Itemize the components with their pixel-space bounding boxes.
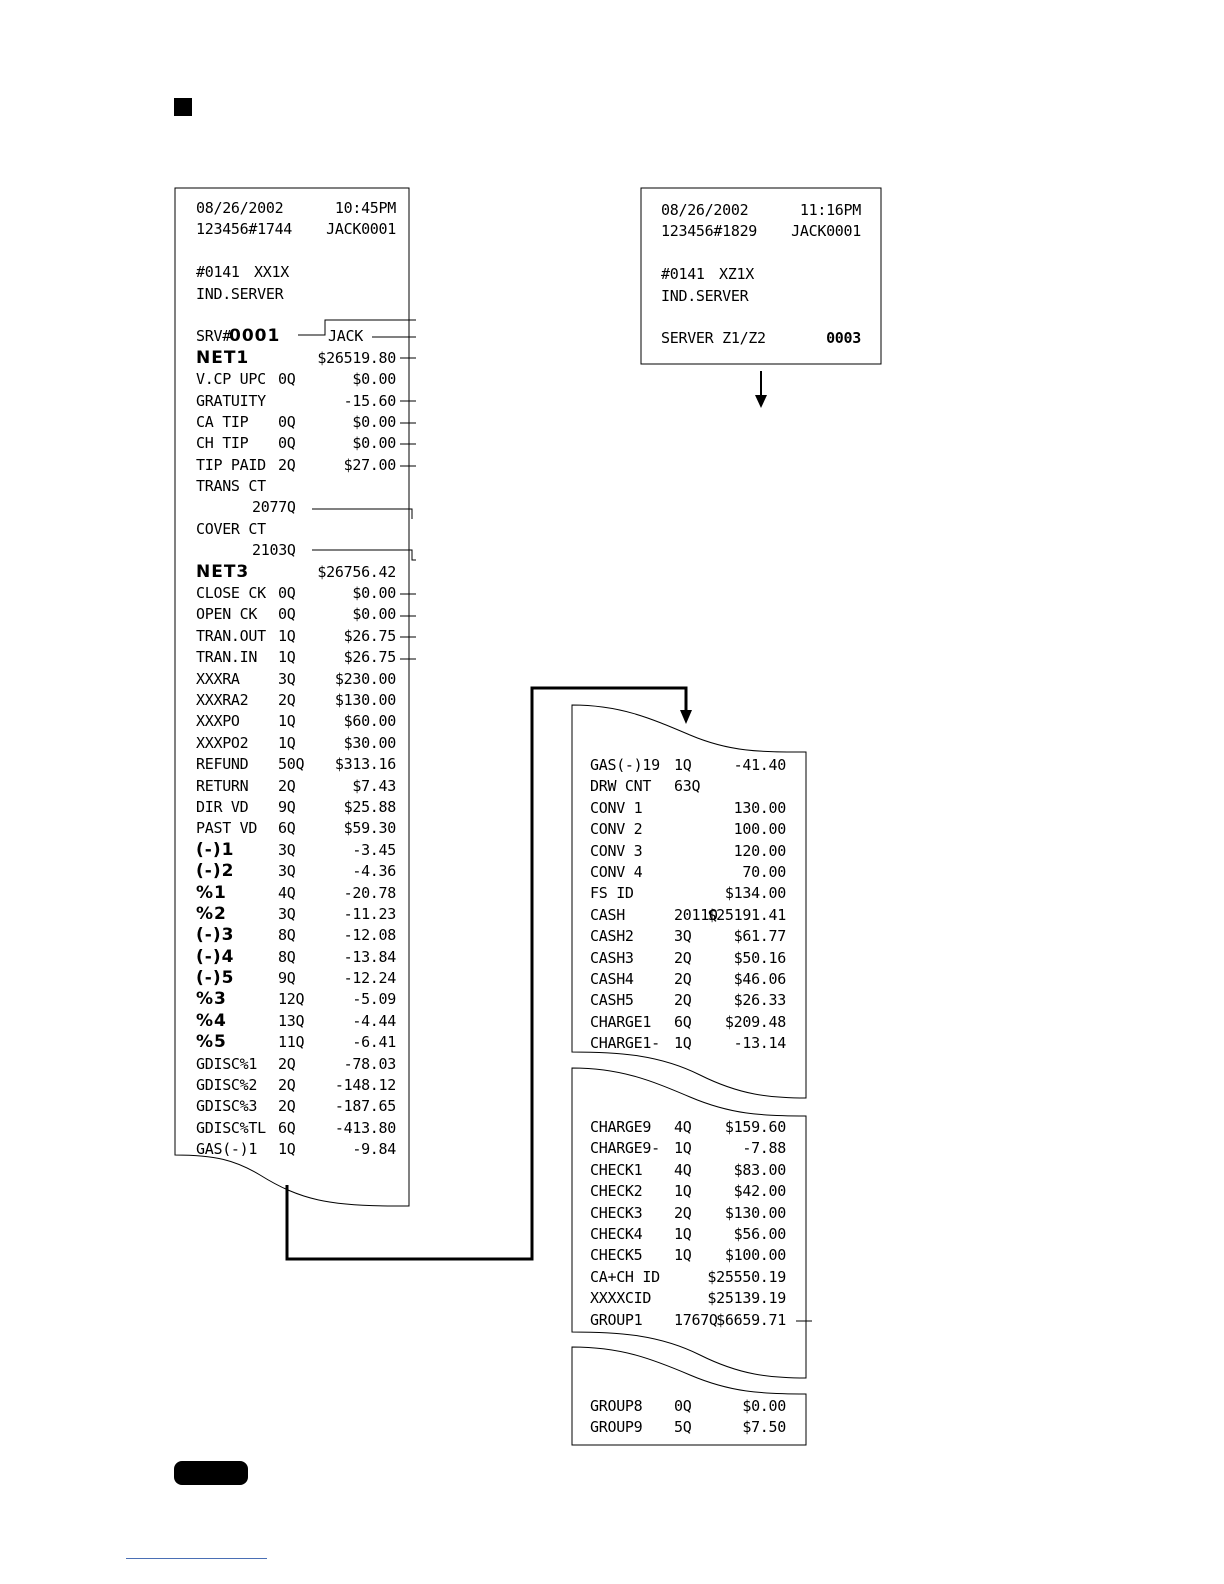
z1-header-row-2 bbox=[661, 221, 861, 242]
receipt-row bbox=[590, 819, 786, 840]
row-count: 1Q bbox=[674, 1224, 692, 1243]
z1-reg-consec: 123456#1829 bbox=[661, 222, 758, 241]
row-count: 2Q bbox=[674, 1203, 692, 1222]
row-label: XXXRA2 bbox=[196, 690, 249, 709]
row-label: CLOSE CK bbox=[196, 584, 266, 603]
receipt-row bbox=[590, 1288, 786, 1309]
receipt-row bbox=[590, 1245, 786, 1266]
row-count: 2103Q bbox=[252, 541, 296, 560]
row-count: 3Q bbox=[278, 669, 296, 688]
row-count: 0Q bbox=[278, 370, 296, 389]
row-amount: 120.00 bbox=[733, 841, 786, 860]
row-label: %5 bbox=[196, 1032, 227, 1053]
receipt-row bbox=[196, 1139, 396, 1160]
receipt-row bbox=[590, 1417, 786, 1438]
row-label: CONV 4 bbox=[590, 862, 643, 881]
receipt-row bbox=[196, 497, 396, 518]
row-count: 1Q bbox=[278, 1140, 296, 1159]
receipt-row bbox=[196, 476, 396, 497]
row-label: (-)4 bbox=[196, 946, 235, 967]
row-amount: -6.41 bbox=[352, 1033, 396, 1052]
receipt-row bbox=[196, 947, 396, 968]
row-label: CHARGE1- bbox=[590, 1034, 660, 1053]
row-count: 12Q bbox=[278, 990, 305, 1009]
row-label: CONV 1 bbox=[590, 798, 643, 817]
row-count: 1Q bbox=[674, 1034, 692, 1053]
row-amount: $209.48 bbox=[724, 1012, 786, 1031]
x1-title-row bbox=[196, 284, 396, 305]
row-label: (-)2 bbox=[196, 861, 235, 882]
row-count: 1Q bbox=[278, 712, 296, 731]
receipt-row bbox=[590, 1267, 786, 1288]
row-count: 2Q bbox=[674, 948, 692, 967]
row-amount: $130.00 bbox=[334, 690, 396, 709]
row-amount: $26.75 bbox=[343, 626, 396, 645]
row-count: 1Q bbox=[278, 648, 296, 667]
row-amount: $26756.42 bbox=[317, 562, 396, 581]
receipt-row bbox=[196, 626, 396, 647]
row-label: CHARGE1 bbox=[590, 1012, 652, 1031]
z1-counter-label: SERVER Z1/Z2 bbox=[661, 329, 766, 348]
receipt-row bbox=[196, 583, 396, 604]
row-count: 2011Q bbox=[674, 905, 718, 924]
row-label: CA+CH ID bbox=[590, 1267, 660, 1286]
row-label: CASH bbox=[590, 905, 625, 924]
receipt-row bbox=[590, 883, 786, 904]
row-label: XXXPO2 bbox=[196, 733, 249, 752]
receipt-row bbox=[196, 1096, 396, 1117]
row-count: 8Q bbox=[278, 926, 296, 945]
row-amount: $56.00 bbox=[733, 1224, 786, 1243]
row-amount: $26519.80 bbox=[317, 348, 396, 367]
row-label: TRANS CT bbox=[196, 477, 266, 496]
row-amount: $159.60 bbox=[724, 1118, 786, 1136]
receipt-row bbox=[196, 455, 396, 476]
receipt-row bbox=[196, 989, 396, 1010]
receipt-row bbox=[590, 1117, 786, 1138]
row-label: CASH4 bbox=[590, 969, 634, 988]
receipt-row bbox=[196, 1118, 396, 1139]
row-amount: -5.09 bbox=[352, 990, 396, 1009]
row-label: GRATUITY bbox=[196, 391, 266, 410]
continuation-3-receipt bbox=[590, 1396, 786, 1439]
row-amount: $59.30 bbox=[343, 819, 396, 838]
row-amount: 100.00 bbox=[733, 820, 786, 839]
receipt-row bbox=[590, 841, 786, 862]
row-amount: -12.24 bbox=[343, 969, 396, 988]
row-amount: $0.00 bbox=[352, 370, 396, 389]
z1-report-title: IND.SERVER bbox=[661, 286, 749, 305]
receipt-row bbox=[590, 1181, 786, 1202]
row-amount: -3.45 bbox=[352, 840, 396, 859]
row-amount: $0.00 bbox=[352, 434, 396, 453]
z1-down-arrow-icon bbox=[755, 395, 767, 408]
receipt-row bbox=[590, 1012, 786, 1033]
row-count: 1Q bbox=[278, 733, 296, 752]
row-count: 2Q bbox=[674, 991, 692, 1010]
row-label: GDISC%2 bbox=[196, 1076, 258, 1095]
row-label: CASH3 bbox=[590, 948, 634, 967]
row-label: FS ID bbox=[590, 884, 634, 903]
row-amount: -41.40 bbox=[733, 756, 786, 774]
row-label: GDISC%TL bbox=[196, 1118, 266, 1137]
row-amount: $61.77 bbox=[733, 927, 786, 946]
row-amount: -413.80 bbox=[334, 1118, 396, 1137]
row-amount: -11.23 bbox=[343, 904, 396, 923]
receipt-row bbox=[196, 733, 396, 754]
receipt-row bbox=[590, 755, 786, 776]
receipt-row bbox=[196, 519, 396, 540]
z1-header-row-1 bbox=[661, 200, 861, 221]
row-amount: $0.00 bbox=[742, 1397, 786, 1415]
receipt-row bbox=[196, 690, 396, 711]
row-count: 1767Q bbox=[674, 1310, 718, 1329]
row-label: CH TIP bbox=[196, 434, 249, 453]
row-amount: $7.50 bbox=[742, 1418, 786, 1437]
receipt-row bbox=[590, 948, 786, 969]
row-amount: $25.88 bbox=[343, 797, 396, 816]
row-amount: -15.60 bbox=[343, 391, 396, 410]
x1-receipt bbox=[196, 198, 396, 1161]
row-label: %2 bbox=[196, 903, 227, 924]
row-amount: $42.00 bbox=[733, 1182, 786, 1201]
receipt-row bbox=[196, 861, 396, 882]
row-label: CHECK4 bbox=[590, 1224, 643, 1243]
z1-counter-value: 0003 bbox=[826, 329, 861, 348]
x1-clerk: JACK0001 bbox=[326, 220, 396, 239]
row-count: 1Q bbox=[674, 756, 692, 774]
z1-date: 08/26/2002 bbox=[661, 201, 749, 219]
row-label: CA TIP bbox=[196, 412, 249, 431]
row-count: 2Q bbox=[278, 1054, 296, 1073]
receipt-row bbox=[196, 904, 396, 925]
row-label: CASH5 bbox=[590, 991, 634, 1010]
row-label: CHECK3 bbox=[590, 1203, 643, 1222]
row-count: 2Q bbox=[674, 969, 692, 988]
receipt-row bbox=[590, 1138, 786, 1159]
row-label: %4 bbox=[196, 1010, 227, 1031]
row-count: 63Q bbox=[674, 777, 701, 796]
row-count: 1Q bbox=[278, 626, 296, 645]
receipt-row bbox=[196, 797, 396, 818]
row-label: DIR VD bbox=[196, 797, 249, 816]
receipt-row bbox=[196, 412, 396, 433]
row-amount: $130.00 bbox=[724, 1203, 786, 1222]
row-amount: $25191.41 bbox=[707, 905, 786, 924]
row-count: 2Q bbox=[278, 1076, 296, 1095]
row-label: (-)1 bbox=[196, 839, 235, 860]
row-label: REFUND bbox=[196, 755, 249, 774]
row-amount: -13.84 bbox=[343, 947, 396, 966]
z1-title-row bbox=[661, 286, 861, 307]
row-amount: -78.03 bbox=[343, 1054, 396, 1073]
x1-server-row bbox=[196, 326, 396, 347]
receipt-row bbox=[590, 969, 786, 990]
row-amount: $313.16 bbox=[334, 755, 396, 774]
row-label: TRAN.OUT bbox=[196, 626, 266, 645]
continuation-1-receipt bbox=[590, 755, 786, 1054]
row-label: TRAN.IN bbox=[196, 648, 258, 667]
receipt-row bbox=[196, 754, 396, 775]
z1-mode-row bbox=[661, 264, 861, 285]
row-label: CASH2 bbox=[590, 927, 634, 946]
row-count: 2Q bbox=[278, 455, 296, 474]
x1-server-name: JACK bbox=[328, 327, 363, 346]
x1-date: 08/26/2002 bbox=[196, 199, 284, 217]
row-count: 0Q bbox=[278, 584, 296, 603]
x1-server-label: SRV# bbox=[196, 327, 231, 346]
row-label: GROUP8 bbox=[590, 1397, 643, 1415]
receipt-row bbox=[196, 711, 396, 732]
receipt-row bbox=[196, 604, 396, 625]
row-count: 1Q bbox=[674, 1182, 692, 1201]
receipt-row bbox=[590, 926, 786, 947]
row-count: 1Q bbox=[674, 1139, 692, 1158]
row-amount: -4.44 bbox=[352, 1011, 396, 1030]
z1-clerk: JACK0001 bbox=[791, 222, 861, 241]
row-amount: -187.65 bbox=[334, 1097, 396, 1116]
row-label: GROUP9 bbox=[590, 1418, 643, 1437]
row-amount: $46.06 bbox=[733, 969, 786, 988]
row-count: 0Q bbox=[278, 605, 296, 624]
receipt-row bbox=[590, 905, 786, 926]
row-amount: $0.00 bbox=[352, 605, 396, 624]
row-amount: 70.00 bbox=[742, 862, 786, 881]
receipt-row bbox=[196, 925, 396, 946]
continuation-arrowhead-icon bbox=[680, 710, 692, 724]
row-label: CHECK1 bbox=[590, 1160, 643, 1179]
row-label: RETURN bbox=[196, 776, 249, 795]
row-amount: $25139.19 bbox=[707, 1289, 786, 1308]
row-count: 2Q bbox=[278, 690, 296, 709]
receipt-row bbox=[196, 1011, 396, 1032]
x1-reg-consec: 123456#1744 bbox=[196, 220, 293, 239]
row-count: 6Q bbox=[278, 1118, 296, 1137]
receipt-row bbox=[196, 818, 396, 839]
row-amount: -20.78 bbox=[343, 883, 396, 902]
row-label: %3 bbox=[196, 989, 227, 1010]
row-count: 0Q bbox=[674, 1397, 692, 1415]
row-count: 6Q bbox=[278, 819, 296, 838]
row-count: 2Q bbox=[278, 1097, 296, 1116]
row-amount: $0.00 bbox=[352, 584, 396, 603]
row-count: 0Q bbox=[278, 434, 296, 453]
receipt-row bbox=[196, 1054, 396, 1075]
continuation-2-receipt bbox=[590, 1117, 786, 1331]
receipt-row bbox=[196, 1032, 396, 1053]
row-count: 4Q bbox=[674, 1118, 692, 1136]
row-amount: $83.00 bbox=[733, 1160, 786, 1179]
row-amount: $134.00 bbox=[724, 884, 786, 903]
row-amount: -7.88 bbox=[742, 1139, 786, 1158]
row-count: 1Q bbox=[674, 1246, 692, 1265]
receipt-row bbox=[590, 1224, 786, 1245]
row-amount: -9.84 bbox=[352, 1140, 396, 1159]
row-amount: -148.12 bbox=[334, 1076, 396, 1095]
row-count: 2Q bbox=[278, 776, 296, 795]
receipt-row bbox=[196, 883, 396, 904]
receipt-row bbox=[196, 562, 396, 583]
x1-report-title: IND.SERVER bbox=[196, 284, 284, 303]
row-label: NET3 bbox=[196, 561, 250, 582]
receipt-row bbox=[590, 776, 786, 797]
x1-rows bbox=[196, 348, 396, 1161]
row-count: 3Q bbox=[674, 927, 692, 946]
row-amount: $27.00 bbox=[343, 455, 396, 474]
row-count: 4Q bbox=[278, 883, 296, 902]
z1-report-mode: XZ1X bbox=[719, 265, 754, 284]
receipt-row bbox=[590, 990, 786, 1011]
row-label: OPEN CK bbox=[196, 605, 258, 624]
row-count: 9Q bbox=[278, 969, 296, 988]
row-count: 0Q bbox=[278, 412, 296, 431]
receipt-row bbox=[196, 540, 396, 561]
z1-receipt bbox=[661, 200, 861, 350]
row-count: 3Q bbox=[278, 904, 296, 923]
row-amount: $25550.19 bbox=[707, 1267, 786, 1286]
row-label: GDISC%3 bbox=[196, 1097, 258, 1116]
row-count: 3Q bbox=[278, 862, 296, 881]
receipt-row bbox=[196, 348, 396, 369]
row-label: (-)3 bbox=[196, 925, 235, 946]
row-label: XXXPO bbox=[196, 712, 240, 731]
receipt-row bbox=[196, 968, 396, 989]
row-label: CONV 2 bbox=[590, 820, 643, 839]
row-count: 5Q bbox=[674, 1418, 692, 1437]
z1-counter-row bbox=[661, 328, 861, 349]
row-label: PAST VD bbox=[196, 819, 258, 838]
row-label: COVER CT bbox=[196, 519, 266, 538]
x1-time: 10:45PM bbox=[334, 199, 396, 217]
row-count: 3Q bbox=[278, 840, 296, 859]
row-amount: $100.00 bbox=[724, 1246, 786, 1265]
receipt-row bbox=[196, 776, 396, 797]
x1-mode-row bbox=[196, 262, 396, 283]
row-label: DRW CNT bbox=[590, 777, 652, 796]
row-amount: -13.14 bbox=[733, 1034, 786, 1053]
row-label: TIP PAID bbox=[196, 455, 266, 474]
row-amount: $0.00 bbox=[352, 412, 396, 431]
row-label: %1 bbox=[196, 882, 227, 903]
footer-link-underline bbox=[126, 1558, 267, 1559]
row-amount: $26.75 bbox=[343, 648, 396, 667]
row-label: CHARGE9 bbox=[590, 1118, 652, 1136]
z1-report-code: #0141 bbox=[661, 265, 705, 284]
row-label: XXXRA bbox=[196, 669, 240, 688]
row-count: 2077Q bbox=[252, 498, 296, 517]
row-amount: $7.43 bbox=[352, 776, 396, 795]
receipt-row bbox=[196, 1075, 396, 1096]
row-count: 50Q bbox=[278, 755, 305, 774]
x1-header-row-1 bbox=[196, 198, 396, 219]
row-amount: $230.00 bbox=[334, 669, 396, 688]
row-count: 13Q bbox=[278, 1011, 305, 1030]
row-label: GROUP1 bbox=[590, 1310, 643, 1329]
receipt-row bbox=[590, 1203, 786, 1224]
row-amount: $26.33 bbox=[733, 991, 786, 1010]
row-count: 9Q bbox=[278, 797, 296, 816]
receipt-row bbox=[196, 669, 396, 690]
row-count: 8Q bbox=[278, 947, 296, 966]
row-amount: $6659.71 bbox=[716, 1310, 786, 1329]
x1-server-number: 0001 bbox=[229, 326, 281, 347]
receipt-row bbox=[590, 1033, 786, 1054]
row-label: (-)5 bbox=[196, 968, 235, 989]
row-count: 4Q bbox=[674, 1160, 692, 1179]
row-label: GAS(-)19 bbox=[590, 756, 660, 774]
receipt-row bbox=[196, 647, 396, 668]
row-label: CHECK5 bbox=[590, 1246, 643, 1265]
row-count: 11Q bbox=[278, 1033, 305, 1052]
x1-header-row-2 bbox=[196, 219, 396, 240]
row-label: CHARGE9- bbox=[590, 1139, 660, 1158]
receipt-row bbox=[590, 798, 786, 819]
row-label: GDISC%1 bbox=[196, 1054, 258, 1073]
receipt-row bbox=[590, 862, 786, 883]
row-label: XXXXCID bbox=[590, 1289, 652, 1308]
row-label: V.CP UPC bbox=[196, 370, 266, 389]
x1-report-code: #0141 bbox=[196, 263, 240, 282]
row-amount: -4.36 bbox=[352, 862, 396, 881]
row-label: CHECK2 bbox=[590, 1182, 643, 1201]
x1-report-mode: XX1X bbox=[254, 263, 289, 282]
receipt-row bbox=[196, 840, 396, 861]
receipt-row bbox=[196, 391, 396, 412]
receipt-row bbox=[196, 369, 396, 390]
row-amount: $50.16 bbox=[733, 948, 786, 967]
row-amount: $60.00 bbox=[343, 712, 396, 731]
receipt-row bbox=[590, 1310, 786, 1331]
row-label: GAS(-)1 bbox=[196, 1140, 258, 1159]
page-tab-marker bbox=[174, 1461, 248, 1485]
z1-time: 11:16PM bbox=[799, 201, 861, 219]
row-amount: $30.00 bbox=[343, 733, 396, 752]
receipt-row bbox=[590, 1160, 786, 1181]
row-label: NET1 bbox=[196, 347, 250, 368]
row-count: 6Q bbox=[674, 1012, 692, 1031]
row-label: CONV 3 bbox=[590, 841, 643, 860]
row-amount: 130.00 bbox=[733, 798, 786, 817]
row-amount: -12.08 bbox=[343, 926, 396, 945]
receipt-row bbox=[196, 433, 396, 454]
receipt-row bbox=[590, 1396, 786, 1417]
